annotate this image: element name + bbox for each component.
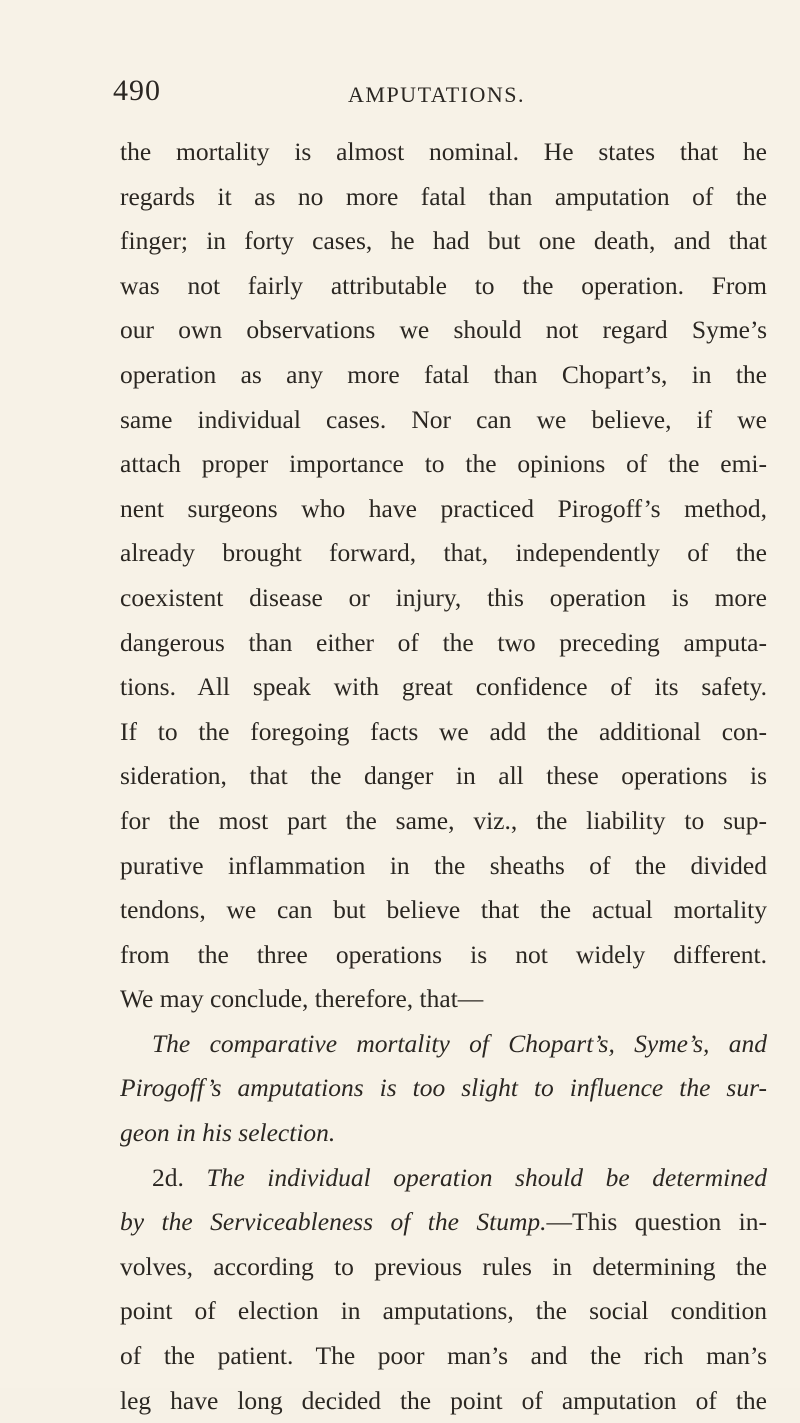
text-line: tions. All speak with great confidence of its safety. [120, 672, 767, 702]
section-heading: The individual operation should be determined [206, 1162, 767, 1192]
section-heading-line [120, 1200, 767, 1245]
text-line: for the most part the same, viz., the liability to sup- [120, 805, 767, 835]
text-line: nent surgeons who have practiced Pirogoff’s method, [120, 493, 767, 523]
conclusion-line: The comparative mortality of Chopart’s, Syme’s, and [152, 1028, 767, 1058]
text-line: purative inflammation in the sheaths of the divided [120, 850, 767, 880]
section-number: 2d. [152, 1162, 184, 1192]
section-heading-cont: by the Serviceableness of the Stump. [120, 1207, 547, 1237]
page-number: 490 [113, 74, 161, 107]
text-line: the mortality is almost nominal. He states that he [120, 137, 767, 166]
body-text [120, 130, 767, 1423]
section-text: —This question in- [546, 1207, 767, 1237]
running-title: AMPUTATIONS. [348, 82, 525, 107]
text-line: tendons, we can but believe that the actual mortality [120, 895, 767, 925]
text-line: sideration, that the danger in all these operations is [120, 761, 767, 791]
text-line: We may conclude, therefore, that— [120, 984, 484, 1014]
text-line: attach proper importance to the opinions of the emi- [120, 449, 767, 479]
text-line: already brought forward, that, independently of the [120, 538, 767, 568]
text-line: leg have long decided the point of amputation of the [120, 1385, 767, 1415]
text-line: same individual cases. Nor can we believe, if we [120, 404, 767, 434]
text-line: finger; in forty cases, he had but one death, and that [120, 226, 767, 256]
text-line: our own observations we should not regard Syme’s [120, 315, 767, 345]
conclusion-line: geon in his selection. [120, 1118, 336, 1148]
text-line: coexistent disease or injury, this operation is more [120, 582, 767, 612]
text-line: volves, according to previous rules in determining the [120, 1251, 767, 1281]
section-heading-line [120, 1156, 767, 1201]
text-line: If to the foregoing facts we add the additional con- [120, 716, 767, 746]
page-header [113, 74, 773, 114]
text-line: from the three operations is not widely different. [120, 939, 767, 969]
text-line: of the patient. The poor man’s and the rich man’s [120, 1341, 767, 1371]
text-line: dangerous than either of the two preceding amputa- [120, 627, 767, 657]
text-line: regards it as no more fatal than amputation of the [120, 181, 767, 211]
text-line: point of election in amputations, the social condition [120, 1296, 767, 1326]
text-line: operation as any more fatal than Chopart’s, in the [120, 359, 767, 389]
conclusion-line: Pirogoff’s amputations is too slight to influence the sur- [120, 1073, 767, 1103]
text-line: was not fairly attributable to the operation. From [120, 270, 767, 300]
